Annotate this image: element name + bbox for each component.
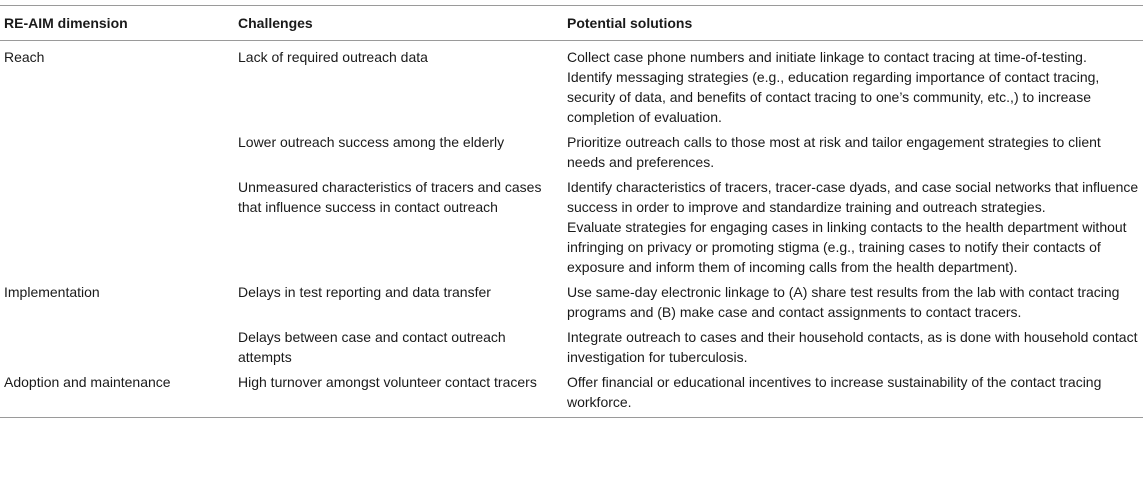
challenge-cell: Delays between case and contact outreach attempts (238, 329, 506, 365)
challenge-cell: Unmeasured characteristics of tracers and cases that influence success in contact outreach (238, 179, 542, 215)
dimension-cell (0, 324, 232, 369)
dimension-cell (0, 129, 232, 174)
solutions-cell (561, 41, 1143, 130)
header-solutions: Potential solutions (567, 15, 693, 31)
solution-text: Integrate outreach to cases and their household contacts, as is done with household contact investigation for tuberculosis. (567, 329, 1138, 365)
table-row (0, 174, 1143, 279)
table-row (0, 279, 1143, 324)
header-dimension: RE-AIM dimension (4, 15, 128, 31)
dimension-cell (0, 174, 232, 279)
solution-text: Prioritize outreach calls to those most at risk and tailor engagement strategies to client needs and preferences. (567, 134, 1101, 170)
solutions-cell (561, 324, 1143, 369)
table-body (0, 41, 1143, 418)
solutions-cell (561, 369, 1143, 418)
challenge-cell: Delays in test reporting and data transfer (238, 284, 491, 300)
table-row (0, 324, 1143, 369)
solution-text: Offer financial or educational incentives to increase sustainability of the contact tracing workforce. (567, 374, 1102, 410)
challenge-cell: Lower outreach success among the elderly (238, 134, 505, 150)
solution-text: Evaluate strategies for engaging cases in linking contacts to the health department without infringing on privacy or promoting stigma (e.g., training cases to notify their contacts of exposure and inform them of incoming calls from the health department). (567, 219, 1127, 275)
solution-text: Identify messaging strategies (e.g., education regarding importance of contact tracing, security of data, and benefits of contact tracing to one’s community, etc.,) to increase completion of evaluation. (567, 69, 1100, 125)
solutions-cell (561, 279, 1143, 324)
solutions-cell (561, 174, 1143, 279)
dimension-cell: Implementation (4, 284, 100, 300)
header-row (0, 6, 1143, 41)
solution-text: Use same-day electronic linkage to (A) share test results from the lab with contact tracing programs and (B) make case and contact assignments to contact tracers. (567, 284, 1120, 320)
table-row (0, 129, 1143, 174)
dimension-cell: Adoption and maintenance (4, 374, 171, 390)
solutions-cell (561, 129, 1143, 174)
header-challenges: Challenges (238, 15, 313, 31)
challenge-cell: Lack of required outreach data (238, 49, 428, 65)
dimension-cell: Reach (4, 49, 45, 65)
re-aim-table (0, 5, 1143, 418)
challenge-cell: High turnover amongst volunteer contact tracers (238, 374, 537, 390)
solution-text: Collect case phone numbers and initiate linkage to contact tracing at time-of-testing. (567, 49, 1087, 65)
solution-text: Identify characteristics of tracers, tracer-case dyads, and case social networks that influence success in order to improve and standardize training and outreach strategies. (567, 179, 1139, 215)
table-row (0, 41, 1143, 130)
table-header (0, 6, 1143, 41)
table-row (0, 369, 1143, 418)
